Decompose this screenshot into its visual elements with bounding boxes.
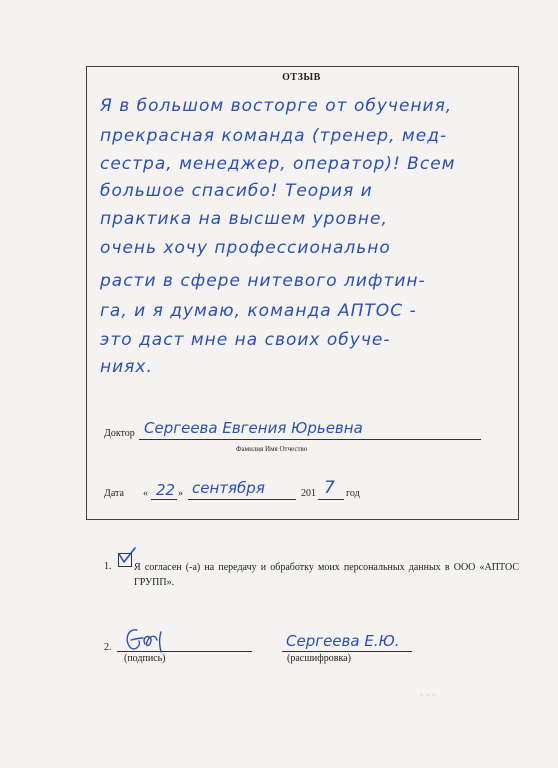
date-label: Дата [104, 488, 124, 499]
review-line: большое спасибо! Теория и [100, 181, 373, 201]
date-year-prefix: 201 [301, 488, 316, 499]
decode-underline [282, 651, 412, 652]
review-line: сестра, менеджер, оператор)! Всем [100, 154, 456, 174]
fio-caption: Фамилия Имя Отчество [236, 445, 308, 453]
date-close-quote: » [178, 488, 183, 499]
review-line: практика на высшем уровне, [100, 209, 388, 229]
decode-value-handwritten: Сергеева Е.Ю. [286, 632, 400, 650]
decode-caption: (расшифровка) [287, 653, 351, 664]
review-line: га, и я думаю, команда АПТОС - [100, 301, 417, 321]
date-open-quote: « [143, 488, 148, 499]
signature-number: 2. [104, 642, 112, 653]
date-year-digit-handwritten: 7 [324, 478, 335, 498]
consent-text: Я согласен (-а) на передачу и обработку моих персональных данных в ООО «АПТОС ГРУПП». [134, 562, 519, 588]
review-line: это даст мне на своих обуче- [100, 330, 391, 350]
date-day-underline [151, 499, 177, 500]
date-year-suffix: год [346, 488, 360, 499]
review-line: Я в большом восторге от обучения, [100, 96, 453, 116]
date-month-underline [188, 499, 296, 500]
doctor-underline [139, 439, 481, 440]
date-year-underline [318, 499, 344, 500]
show-through-mark: ▫ ▫ ▫ [420, 690, 436, 701]
review-line: ниях. [100, 357, 153, 377]
date-month-handwritten: сентября [192, 479, 265, 497]
consent-number: 1. [104, 561, 112, 572]
form-title: ОТЗЫВ [282, 72, 321, 83]
review-line: очень хочу профессионально [100, 238, 391, 258]
review-line: расти в сфере нитевого лифтин- [100, 271, 426, 291]
doctor-label: Доктор [104, 428, 135, 439]
date-day-handwritten: 22 [156, 481, 176, 499]
doctor-name-handwritten: Сергеева Евгения Юрьевна [144, 419, 363, 437]
signature-caption: (подпись) [124, 653, 166, 664]
review-line: прекрасная команда (тренер, мед- [100, 126, 448, 146]
